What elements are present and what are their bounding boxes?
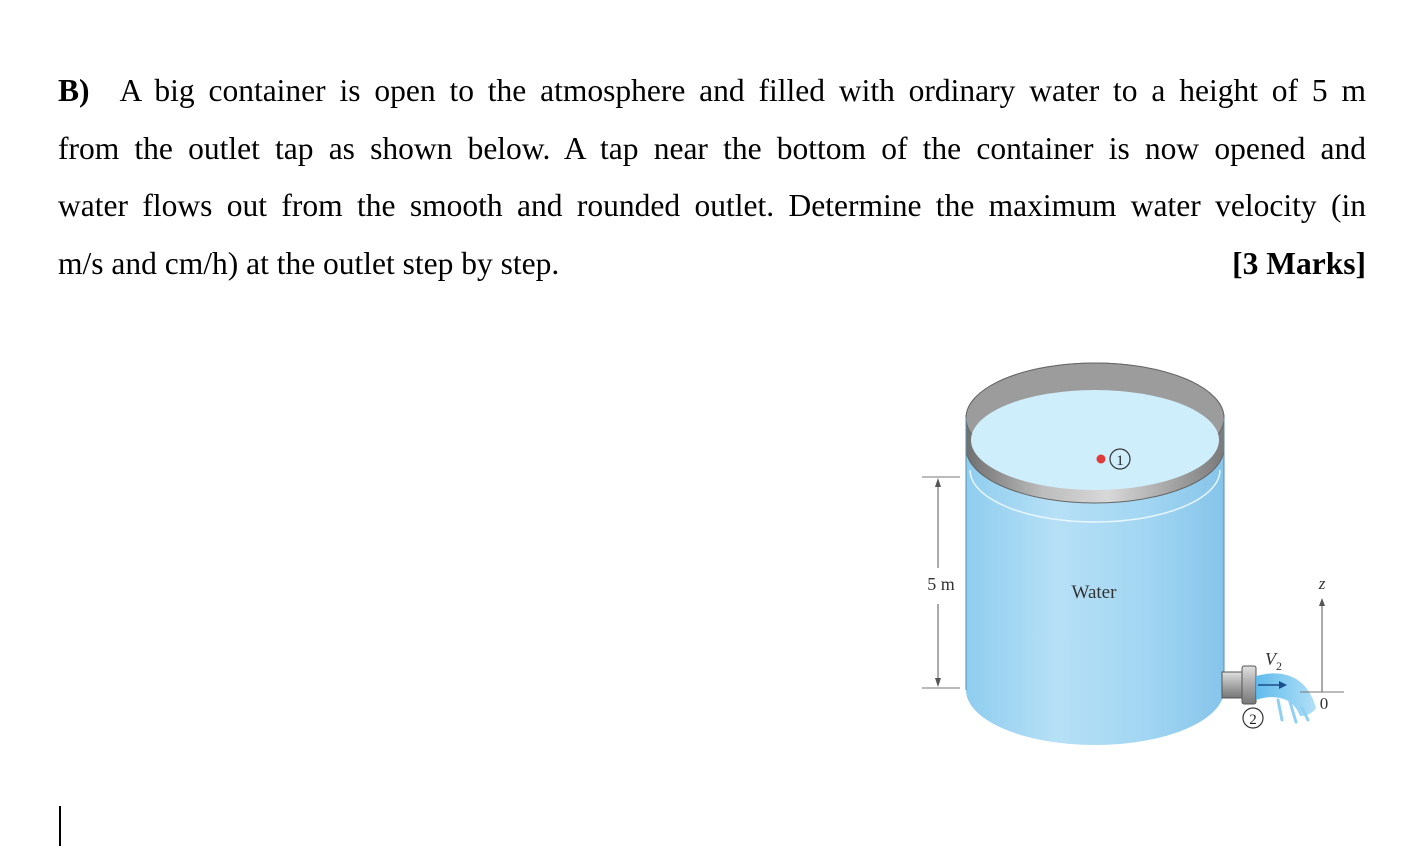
question-line-2: from the outlet tap as shown below. A tap near the bottom of the container is now opened and	[58, 130, 1366, 166]
water-surface	[971, 390, 1219, 490]
height-label: 5 m	[927, 574, 955, 594]
question-line-1-text: A big container is open to the atmosphere and filled with ordinary water to a height of 5 m	[119, 73, 1366, 108]
point-1-marker	[1097, 455, 1106, 464]
question-line-4-text: m/s and cm/h) at the outlet step by step.	[58, 245, 560, 281]
water-jet	[1256, 673, 1316, 716]
water-label: Water	[1071, 582, 1117, 603]
velocity-label: $V_2$	[1265, 649, 1282, 673]
text-cursor	[59, 806, 61, 846]
marks-badge: [3 Marks]	[1232, 245, 1366, 281]
z-axis-zero: 0	[1319, 694, 1329, 713]
point-1-label: 1	[1116, 453, 1124, 469]
question-line-3: water flows out from the smooth and rounded outlet. Determine the maximum water velocity (in	[58, 188, 1366, 223]
point-2-label: 2	[1249, 712, 1257, 728]
z-axis-label: z	[1318, 574, 1326, 593]
question-label: B)	[58, 73, 90, 108]
